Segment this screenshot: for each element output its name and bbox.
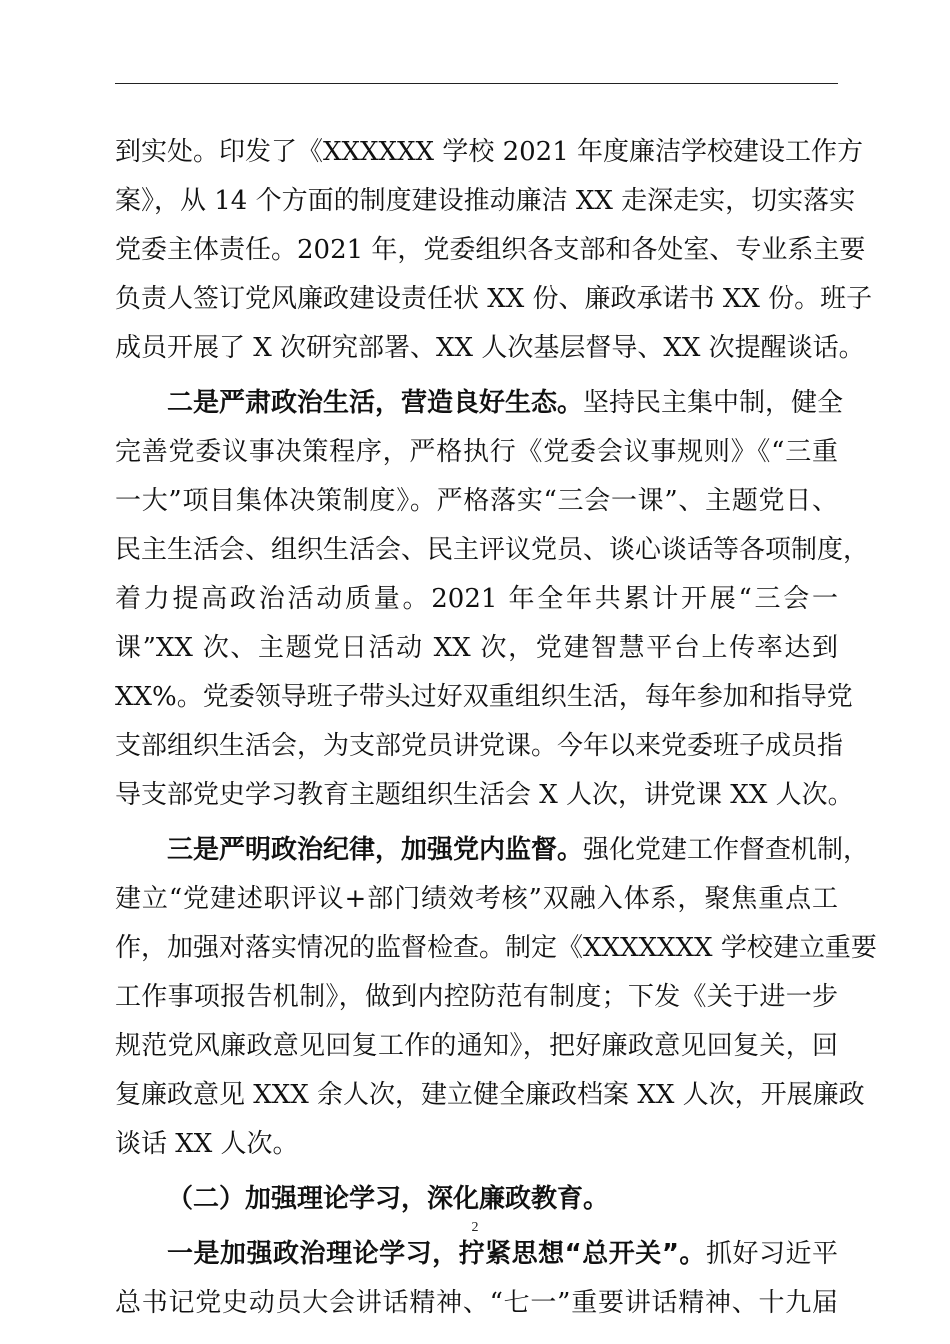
- paragraph-4: [115, 1230, 838, 1328]
- paragraph-text: 坚持民主集中制，健全: [583, 388, 844, 418]
- text-line: 负责人签订党风廉政建设责任状 XX 份、廉政承诺书 XX 份。班子: [115, 284, 873, 314]
- text-line: 规范党风廉政意见回复工作的通知》，把好廉政意见回复关，回: [115, 1031, 838, 1061]
- page-number: 2: [471, 1220, 479, 1235]
- text-line: 导支部党史学习教育主题组织生活会 X 人次，讲党课 XX 人次。: [115, 780, 854, 810]
- text-line: [115, 379, 844, 428]
- paragraph-lead: 一是加强政治理论学习，拧紧思想“总开关”。: [167, 1239, 706, 1269]
- text-line: [115, 1230, 838, 1279]
- text-line: 一大”项目集体决策制度》。严格落实“三会一课”、主题党日、: [115, 486, 838, 516]
- text-line: 到实处。印发了《XXXXXX 学校 2021 年度廉洁学校建设工作方: [115, 137, 864, 167]
- header-rule: [115, 83, 838, 84]
- text-line: 着力提高政治活动质量。2021 年全年共累计开展“三会一: [115, 584, 838, 614]
- section-heading: [115, 1175, 838, 1224]
- text-line: 案》，从 14 个方面的制度建设推动廉洁 XX 走深走实，切实落实: [115, 186, 856, 216]
- text-line: 作，加强对落实情况的监督检查。制定《XXXXXXX 学校建立重要: [115, 933, 877, 963]
- paragraph-text: 抓好习近平: [705, 1239, 838, 1269]
- paragraph-1: [115, 128, 873, 373]
- text-line: 党委主体责任。2021 年，党委组织各支部和各处室、专业系主要: [115, 235, 866, 265]
- text-line: XX%。党委领导班子带头过好双重组织生活，每年参加和指导党: [115, 682, 853, 712]
- text-line: 谈话 XX 人次。: [115, 1129, 299, 1159]
- paragraph-text: 强化党建工作督查机制，: [583, 835, 870, 865]
- text-line: 课”XX 次、主题党日活动 XX 次，党建智慧平台上传率达到: [115, 633, 838, 663]
- text-line: 工作事项报告机制》，做到内控防范有制度；下发《关于进一步: [115, 982, 838, 1012]
- text-line: 完善党委议事决策程序，严格执行《党委会议事规则》《“三重: [115, 437, 838, 467]
- document-body: [115, 128, 877, 1328]
- section-heading-text: （二）加强理论学习，深化廉政教育。: [167, 1184, 610, 1214]
- text-line: 成员开展了 X 次研究部署、XX 人次基层督导、XX 次提醒谈话。: [115, 333, 865, 363]
- text-line: 支部组织生活会，为支部党员讲党课。今年以来党委班子成员指: [115, 731, 844, 761]
- text-line: 民主生活会、组织生活会、民主评议党员、谈心谈话等各项制度，: [115, 535, 870, 565]
- paragraph-lead: 二是严肃政治生活，营造良好生态。: [167, 388, 584, 418]
- paragraph-3: [115, 826, 877, 1169]
- text-line: 建立“党建述职评议+部门绩效考核”双融入体系，聚焦重点工: [115, 884, 838, 914]
- paragraph-lead: 三是严明政治纪律，加强党内监督。: [167, 835, 584, 865]
- text-line: [115, 826, 870, 875]
- text-line: 复廉政意见 XXX 余人次，建立健全廉政档案 XX 人次，开展廉政: [115, 1080, 865, 1110]
- paragraph-2: [115, 379, 870, 820]
- text-line: 总书记党史动员大会讲话精神、“七一”重要讲话精神、十九届: [115, 1288, 838, 1318]
